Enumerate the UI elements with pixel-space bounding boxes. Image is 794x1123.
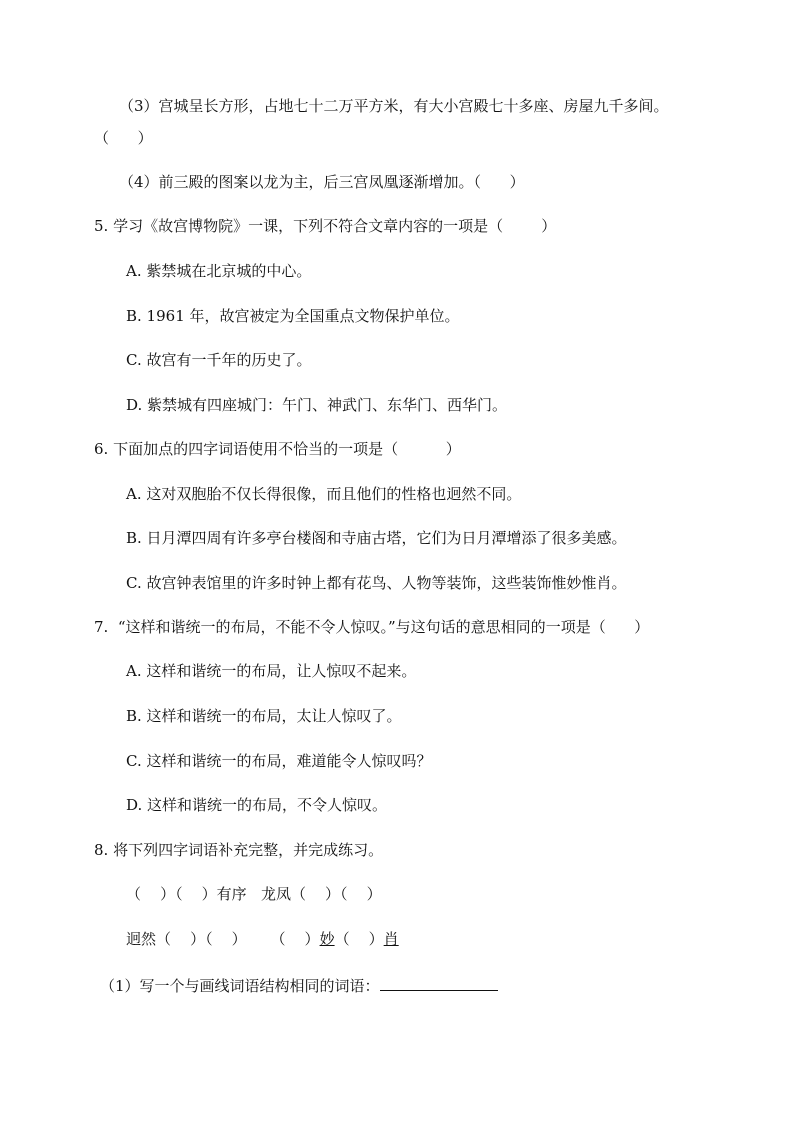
question-7-option-c: C. 这样和谐统一的布局，难道能令人惊叹吗？ bbox=[126, 752, 432, 770]
question-5-option-a: A. 紫禁城在北京城的中心。 bbox=[126, 262, 312, 280]
statement-3: （3）宫城呈长方形，占地七十二万平方米，有大小宫殿七十多座、房屋九千多间。 bbox=[119, 97, 669, 115]
question-7-option-b: B. 这样和谐统一的布局，太让人惊叹了。 bbox=[126, 707, 402, 725]
question-5: 5. 学习《故宫博物院》一课，下列不符合文章内容的一项是（ ） bbox=[94, 217, 557, 235]
question-8-subquestion-1 bbox=[100, 974, 498, 996]
question-6-option-c: C. 故宫钟表馆里的许多时钟上都有花鸟、人物等装饰，这些装饰惟妙惟肖。 bbox=[126, 574, 627, 592]
question-7-option-a: A. 这样和谐统一的布局，让人惊叹不起来。 bbox=[126, 662, 417, 680]
question-8-idiom-row-1: （ ）（ ）有序 龙凤（ ）（ ） bbox=[126, 885, 382, 903]
question-8: 8. 将下列四字词语补充完整，并完成练习。 bbox=[94, 841, 384, 859]
question-6-option-a: A. 这对双胞胎不仅长得很像，而且他们的性格也迥然不同。 bbox=[126, 485, 522, 503]
answer-blank-line[interactable] bbox=[380, 974, 498, 991]
question-5-option-b: B. 1961 年，故宫被定为全国重点文物保护单位。 bbox=[126, 307, 460, 325]
subquestion-1-text: （1）写一个与画线词语结构相同的词语： bbox=[100, 977, 380, 995]
question-6-option-b: B. 日月潭四周有许多亭台楼阁和寺庙古塔，它们为日月潭增添了很多美感。 bbox=[126, 529, 627, 547]
answer-bracket-3: （ ） bbox=[94, 129, 153, 147]
question-5-option-d: D. 紫禁城有四座城门：午门、神武门、东华门、西华门。 bbox=[126, 396, 508, 414]
question-8-idiom-row-2 bbox=[126, 929, 399, 949]
underlined-char-xiao: 肖 bbox=[383, 930, 399, 948]
underlined-char-miao: 妙 bbox=[319, 930, 335, 948]
idiom-row-2-part-a: 迥然（ ）（ ） （ ） bbox=[126, 930, 320, 948]
statement-4: （4）前三殿的图案以龙为主，后三宫凤凰逐渐增加。（ ） bbox=[119, 173, 525, 191]
question-5-option-c: C. 故宫有一千年的历史了。 bbox=[126, 351, 312, 369]
question-7-option-d: D. 这样和谐统一的布局，不令人惊叹。 bbox=[126, 796, 388, 814]
question-7: 7. “这样和谐统一的布局，不能不令人惊叹。”与这句话的意思相同的一项是（ ） bbox=[94, 618, 650, 636]
question-6: 6. 下面加点的四字词语使用不恰当的一项是（ ） bbox=[94, 440, 461, 458]
idiom-row-2-part-c: （ ） bbox=[334, 930, 384, 948]
